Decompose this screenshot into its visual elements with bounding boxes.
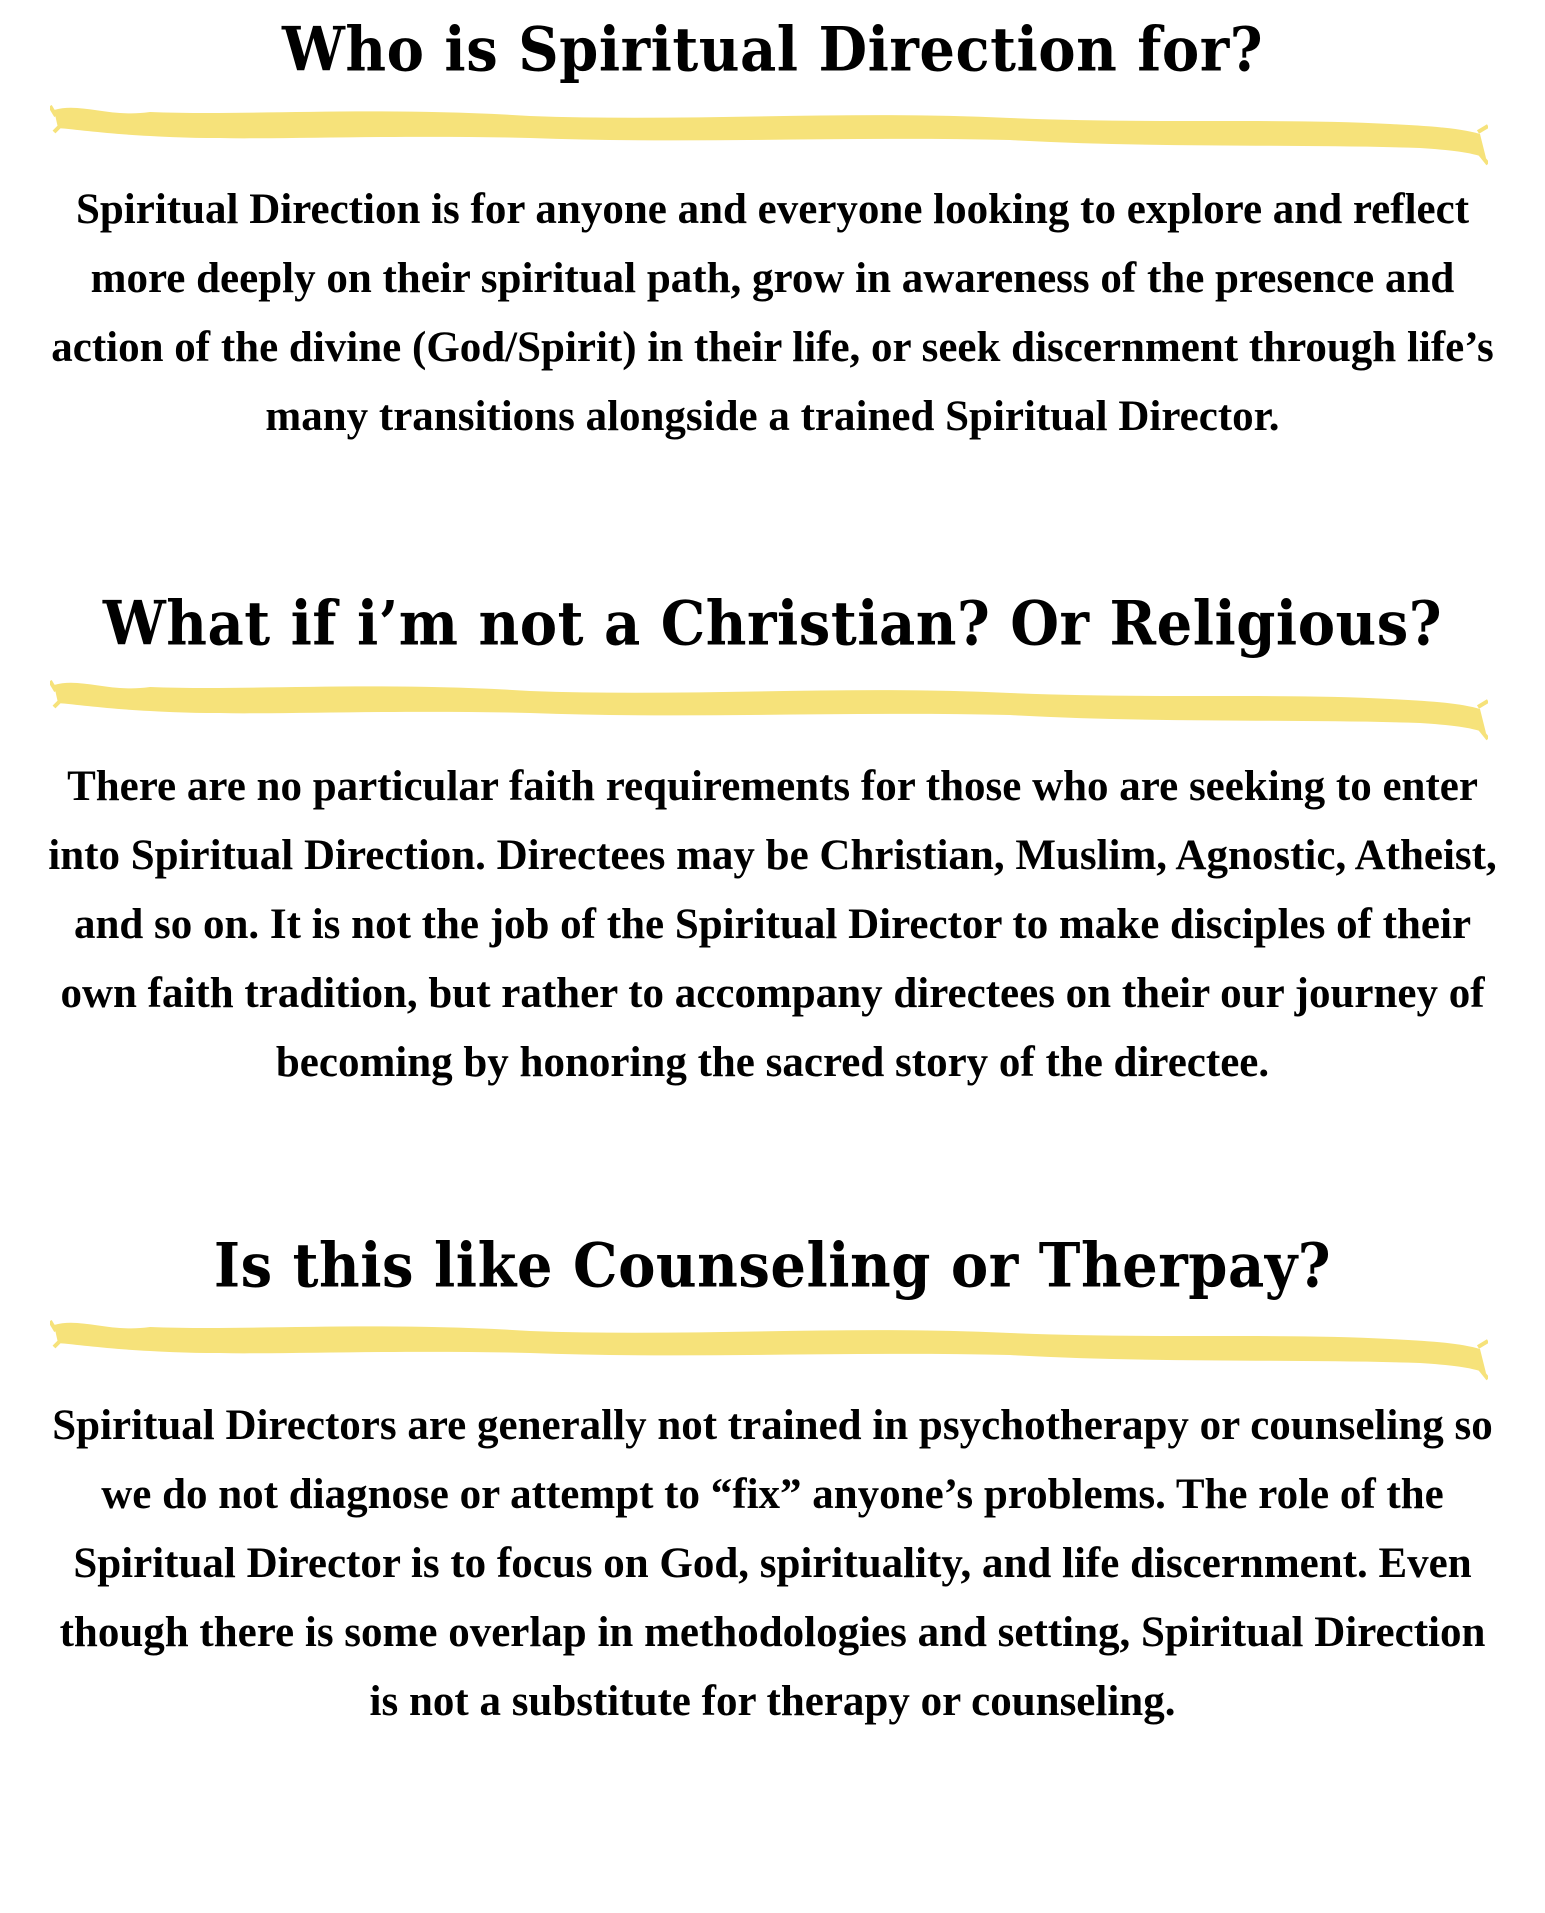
brush-stroke-divider — [50, 1303, 1488, 1383]
faq-answer: There are no particular faith requirements for those who are seeking to enter into Spiritual Direction. Directees may be Christian, Muslim, Agnostic, Atheist, and so on. It is not the job of the Spiritual Director to make disciples of their own faith tradition, but rather to accompany directees on their our journey of becoming by honoring the sacred story of the directee. — [48, 763, 1497, 1086]
brush-stroke-divider — [50, 663, 1488, 743]
faq-answer: Spiritual Directors are generally not trained in psychotherapy or counseling so we do not diagnose or attempt to “fix” anyone’s problems. The role of the Spiritual Director is to focus on God, spirituality, and life discernment. Even though there is some overlap in methodologies and setting, Spiritual Direction is not a substitute for therapy or counseling. — [52, 1402, 1493, 1725]
brush-stroke-divider — [50, 88, 1488, 168]
faq-heading: Is this like Counseling or Therpay? — [213, 1230, 1332, 1302]
faq-heading: Who is Spiritual Direction for? — [281, 14, 1264, 86]
faq-heading: What if i’m not a Christian? Or Religious? — [102, 588, 1443, 660]
faq-answer: Spiritual Direction is for anyone and everyone looking to explore and reflect more deeply on their spiritual path, grow in awareness of the presence and action of the divine (God/Spirit) in their life, or seek discernment through life’s many transitions alongside a trained Spiritual Director. — [51, 186, 1494, 440]
